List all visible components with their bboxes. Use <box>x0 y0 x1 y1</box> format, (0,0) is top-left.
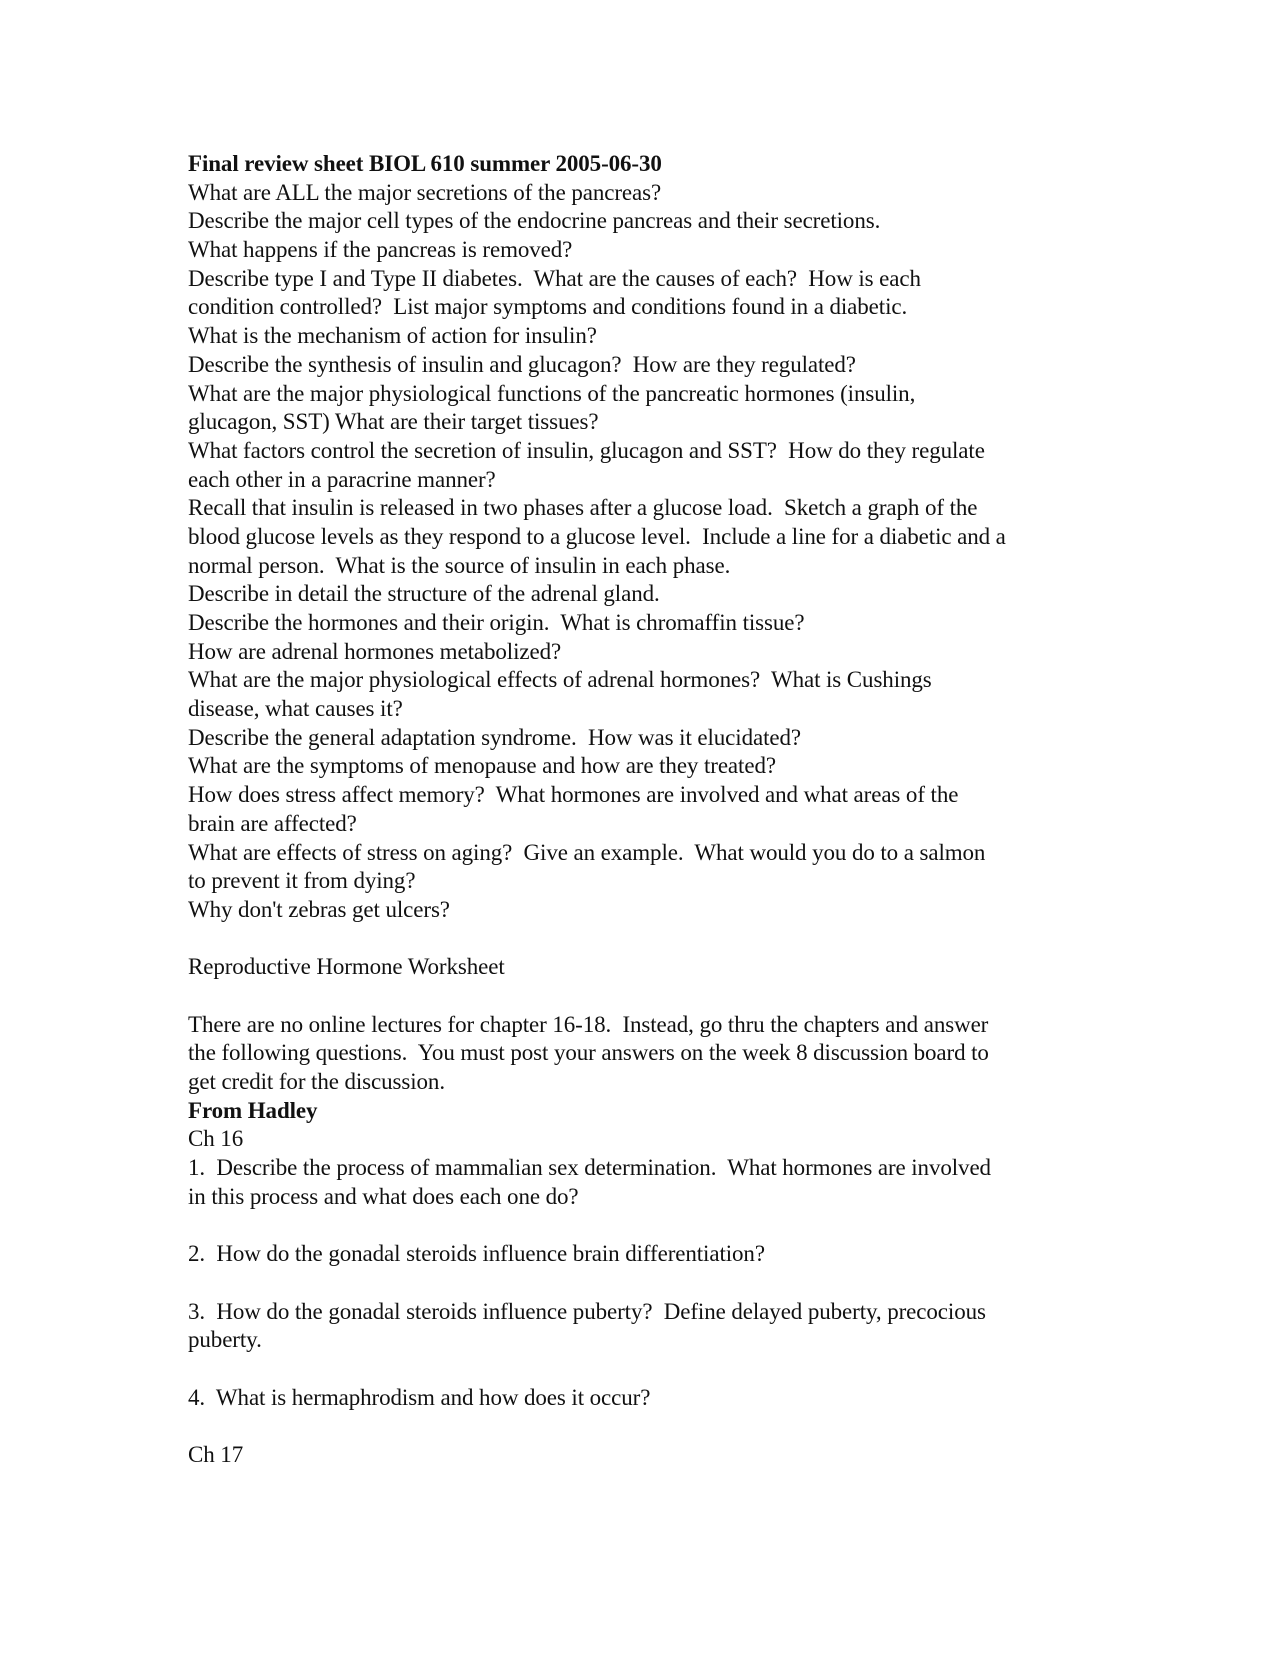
chapter-17-label: Ch 17 <box>188 1441 244 1467</box>
blank-line <box>188 1211 1108 1240</box>
review-question-line: glucagon, SST) What are their target tissues? <box>188 409 599 435</box>
source-heading: From Hadley <box>188 1097 318 1123</box>
review-question-line: How are adrenal hormones metabolized? <box>188 638 562 664</box>
review-question-line: What are the major physiological functions of the pancreatic hormones (insulin, <box>188 380 916 406</box>
review-question-line: What factors control the secretion of insulin, glucagon and SST? How do they regulate <box>188 437 985 463</box>
blank-line <box>188 1355 1108 1384</box>
question-3-line: puberty. <box>188 1327 262 1353</box>
worksheet-title: Reproductive Hormone Worksheet <box>188 954 505 980</box>
chapter-16-label: Ch 16 <box>188 1126 244 1152</box>
question-3-line: 3. How do the gonadal steroids influence puberty? Define delayed puberty, precocious <box>188 1298 986 1324</box>
review-question-line: Why don't zebras get ulcers? <box>188 896 450 922</box>
review-question-line: brain are affected? <box>188 810 357 836</box>
review-question-line: Describe the synthesis of insulin and glucagon? How are they regulated? <box>188 351 856 377</box>
review-question-line: Recall that insulin is released in two phases after a glucose load. Sketch a graph of the <box>188 495 978 521</box>
review-question-line: Describe the hormones and their origin. What is chromaffin tissue? <box>188 610 805 635</box>
review-question-line: Describe in detail the structure of the adrenal gland. <box>188 581 660 607</box>
blank-line <box>188 982 1108 1011</box>
review-question-line: Describe type I and Type II diabetes. What are the causes of each? How is each <box>188 265 921 291</box>
blank-line <box>188 925 1108 954</box>
question-4-line: 4. What is hermaphrodism and how does it occur? <box>188 1384 651 1410</box>
blank-line <box>188 1269 1108 1298</box>
intro-line: get credit for the discussion. <box>188 1069 445 1094</box>
review-question-line: blood glucose levels as they respond to a glucose level. Include a line for a diabetic and a <box>188 523 1006 549</box>
review-question-line: How does stress affect memory? What hormones are involved and what areas of the <box>188 782 959 808</box>
review-question-line: What is the mechanism of action for insulin? <box>188 323 597 349</box>
intro-line: There are no online lectures for chapter 16-18. Instead, go thru the chapters and answer <box>188 1011 989 1037</box>
review-question-line: What happens if the pancreas is removed? <box>188 237 573 263</box>
blank-line <box>188 1412 1108 1441</box>
question-1-line: in this process and what does each one do? <box>188 1183 579 1209</box>
document-body <box>188 150 1108 1470</box>
review-question-line: normal person. What is the source of insulin in each phase. <box>188 552 731 578</box>
review-question-line: Describe the major cell types of the endocrine pancreas and their secretions. <box>188 208 881 234</box>
document-title: Final review sheet BIOL 610 summer 2005-06-30 <box>188 151 662 176</box>
review-question-line: What are effects of stress on aging? Give an example. What would you do to a salmon <box>188 839 986 865</box>
review-question-line: What are the major physiological effects of adrenal hormones? What is Cushings <box>188 667 932 693</box>
review-question-line: Describe the general adaptation syndrome. How was it elucidated? <box>188 724 801 750</box>
intro-line: the following questions. You must post your answers on the week 8 discussion board to <box>188 1040 989 1066</box>
review-question-line: to prevent it from dying? <box>188 868 416 894</box>
review-question-line: What are the symptoms of menopause and how are they treated? <box>188 753 776 779</box>
question-2-line: 2. How do the gonadal steroids influence brain differentiation? <box>188 1241 765 1267</box>
question-1-line: 1. Describe the process of mammalian sex determination. What hormones are involved <box>188 1155 991 1181</box>
review-question-line: condition controlled? List major symptoms and conditions found in a diabetic. <box>188 294 908 320</box>
review-question-line: each other in a paracrine manner? <box>188 466 496 492</box>
review-question-line: disease, what causes it? <box>188 696 403 722</box>
review-question-line: What are ALL the major secretions of the pancreas? <box>188 179 662 205</box>
